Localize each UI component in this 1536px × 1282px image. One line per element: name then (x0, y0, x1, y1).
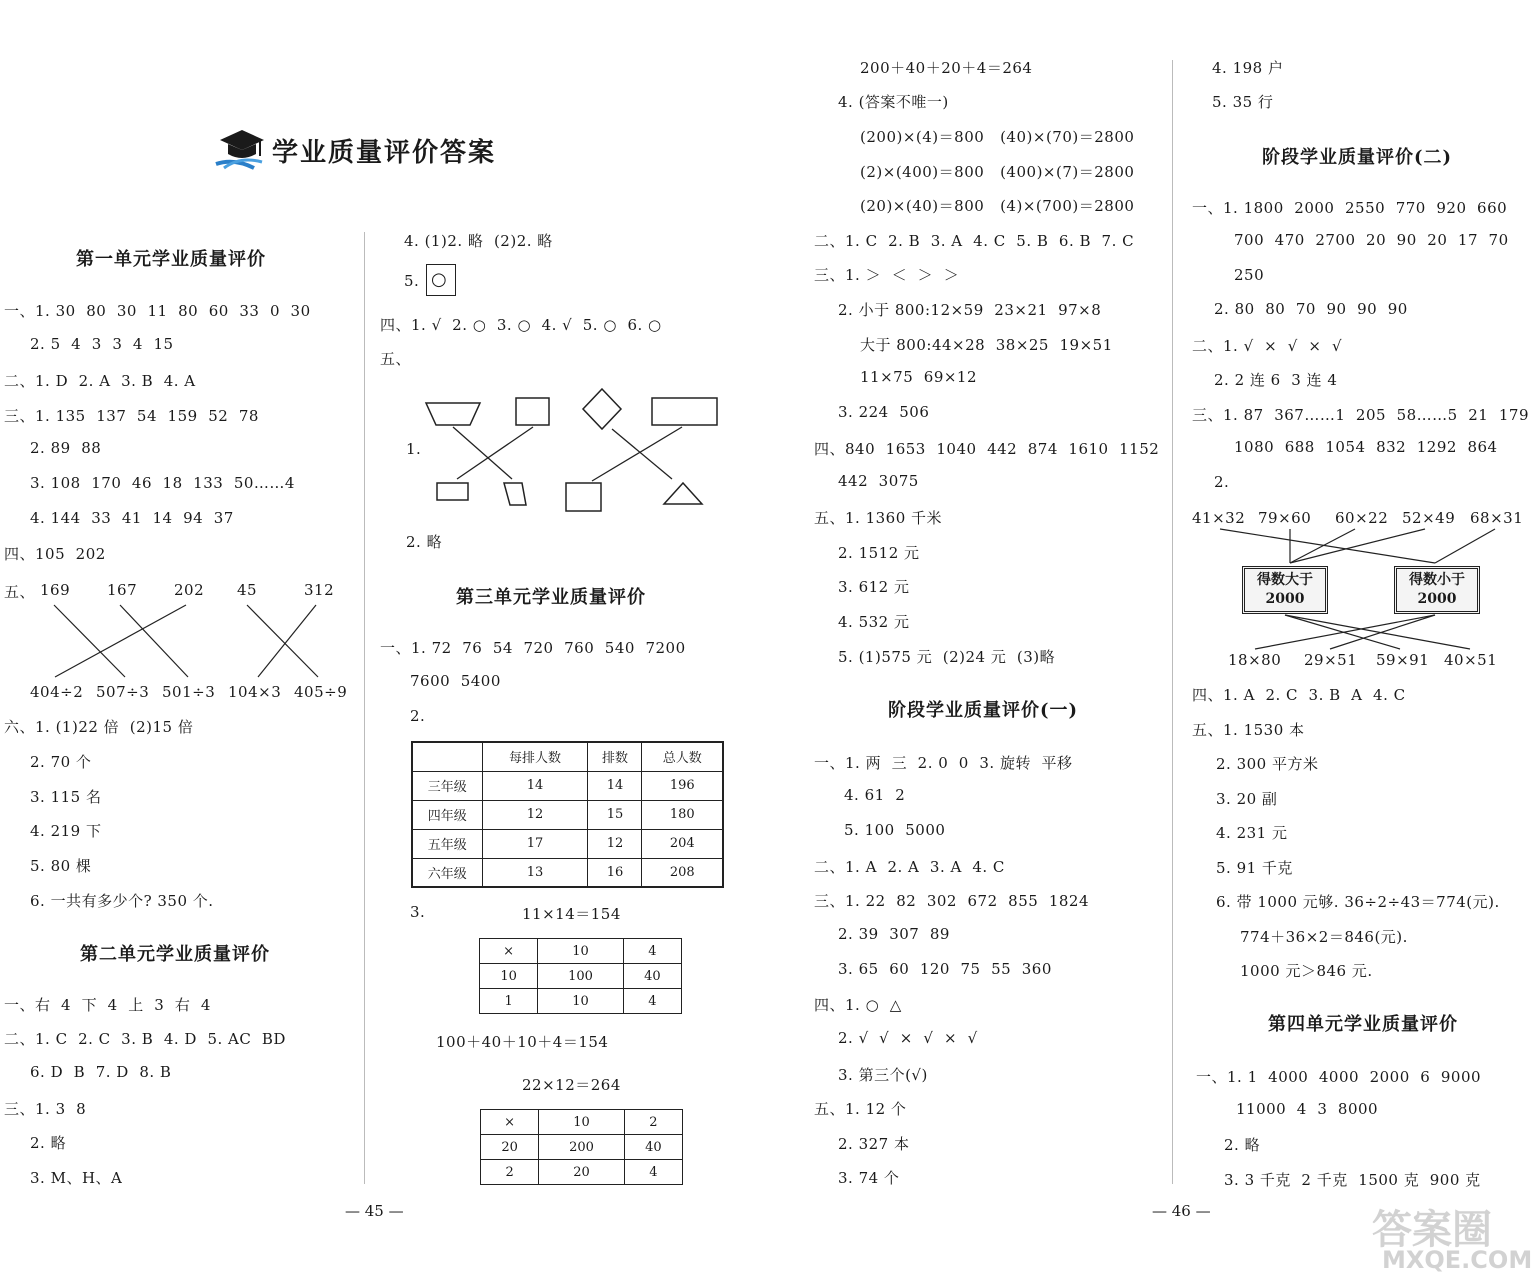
column-1 (0, 0, 360, 1282)
table-cell: 13 (482, 858, 588, 887)
answer-line: 四、1. A 2. C 3. B A 4. C (1192, 686, 1406, 704)
table-row (481, 1135, 683, 1160)
table-cell: 4 (624, 1160, 682, 1185)
answer-line: 3. 224 506 (838, 403, 930, 421)
answer-line: 2. 略 (1224, 1136, 1261, 1154)
answer-line: (200)×(4)＝800 (40)×(70)＝2800 (860, 128, 1135, 146)
answer-line: 五、1. 12 个 (814, 1100, 907, 1118)
answer-line: 3. 第三个(√) (838, 1066, 928, 1084)
match-top-item: 41×32 (1192, 509, 1246, 527)
answer-line: 7600 5400 (410, 672, 501, 690)
multiplication-grid (480, 1109, 683, 1185)
answer-line: 一、1. 两 三 2. 0 0 3. 旋转 平移 (814, 754, 1073, 772)
table-cell: 12 (482, 800, 588, 829)
match-top-item: 167 (107, 581, 138, 599)
watermark-url: MXQE.COM (1382, 1246, 1533, 1274)
table-cell: 17 (482, 829, 588, 858)
table-cell: 15 (588, 800, 642, 829)
answer-line: 700 470 2700 20 90 20 17 70 (1234, 231, 1509, 249)
section-heading: 阶段学业质量评价(一) (888, 700, 1079, 721)
answer-line: 3. M、H、A (30, 1169, 123, 1187)
answer-line: 四、105 202 (4, 545, 106, 563)
answer-line: 二、1. √ × √ × √ (1192, 337, 1343, 355)
box-less-than-2000: 得数小于 2000 (1394, 566, 1480, 614)
table-cell: 40 (624, 1135, 682, 1160)
answer-line: 四、1. ○ △ (814, 996, 902, 1014)
table-cell: 2 (481, 1160, 539, 1185)
answer-line: 一、1. 30 80 30 11 80 60 33 0 30 (4, 302, 311, 320)
answer-line: 3. 108 170 46 18 133 50……4 (30, 474, 295, 492)
table-header-cell: 每排人数 (482, 742, 588, 771)
answer-line: 2. (410, 707, 426, 725)
match-bottom-item: 405÷9 (294, 683, 348, 701)
table-cell: 20 (481, 1135, 539, 1160)
table-cell: 196 (642, 771, 723, 800)
answer-line: 200＋40＋20＋4＝264 (860, 59, 1033, 77)
answer-line: 2. 300 平方米 (1216, 755, 1319, 773)
table-cell: 20 (539, 1160, 625, 1185)
answer-line: 4. 61 2 (844, 786, 906, 804)
answer-line: 三、1. 22 82 302 672 855 1824 (814, 892, 1089, 910)
match-bottom-item: 18×80 (1228, 651, 1282, 669)
answer-line: 3. 74 个 (838, 1169, 900, 1187)
table-row (412, 858, 723, 887)
matching-lines (1180, 525, 1536, 665)
answer-line: 2. 1512 元 (838, 544, 920, 562)
column-3 (800, 0, 1170, 1282)
equation: 100＋40＋10＋4＝154 (436, 1033, 609, 1051)
section-heading: 第一单元学业质量评价 (76, 249, 266, 270)
answer-line: 五、 (4, 583, 36, 601)
answer-line: 6. 一共有多少个? 350 个. (30, 892, 214, 910)
table-cell: 1 (480, 989, 538, 1014)
answer-line: 三、1. ＞ ＜ ＞ ＞ (814, 266, 960, 284)
table-cell: 六年级 (412, 858, 482, 887)
answer-line: 一、右 4 下 4 上 3 右 4 (4, 996, 211, 1014)
answer-line: 3. 20 副 (1216, 790, 1278, 808)
answer-line: 2. 327 本 (838, 1135, 910, 1153)
table-cell: 2 (624, 1110, 682, 1135)
answer-line: 5. 80 棵 (30, 857, 92, 875)
answer-line: 一、1. 72 76 54 720 760 540 7200 (380, 639, 686, 657)
table-row (412, 829, 723, 858)
column-divider (1172, 60, 1173, 1184)
table-cell: 10 (539, 1110, 625, 1135)
answer-line: 4. 532 元 (838, 613, 910, 631)
answer-line: 3. (410, 903, 426, 921)
answer-line: 4. 198 户 (1212, 59, 1284, 77)
answer-line: 5. 91 千克 (1216, 859, 1293, 877)
circle-answer-box (426, 264, 456, 296)
equation: 22×12＝264 (522, 1076, 621, 1094)
match-bottom-item: 404÷2 (30, 683, 84, 701)
table-cell: 14 (588, 771, 642, 800)
match-top-item: 52×49 (1402, 509, 1456, 527)
column-4 (1180, 0, 1536, 1282)
match-top-item: 312 (304, 581, 335, 599)
answer-line: 4. (1)2. 略 (2)2. 略 (404, 232, 553, 250)
answer-line: 二、1. C 2. B 3. A 4. C 5. B 6. B 7. C (814, 232, 1135, 250)
table-row (412, 742, 723, 771)
table-cell: 10 (480, 964, 538, 989)
watermark-logo: 答案圈 (1372, 1207, 1492, 1253)
box-greater-than-2000: 得数大于 2000 (1242, 566, 1328, 614)
answer-line: 442 3075 (838, 472, 919, 490)
table-cell: 4 (623, 939, 681, 964)
matching-lines (0, 597, 360, 687)
answer-line: 6. D B 7. D 8. B (30, 1063, 172, 1081)
answer-line: 2. 小于 800:12×59 23×21 97×8 (838, 301, 1102, 319)
column-divider (364, 232, 365, 1184)
match-top-item: 169 (40, 581, 71, 599)
answer-line: 三、1. 135 137 54 159 52 78 (4, 407, 259, 425)
table-row (480, 989, 682, 1014)
table-cell: × (480, 939, 538, 964)
table-cell: 12 (588, 829, 642, 858)
match-bottom-item: 29×51 (1304, 651, 1358, 669)
answer-line: 大于 800:44×28 38×25 19×51 (860, 336, 1113, 354)
table-cell: 100 (538, 964, 624, 989)
answer-line: 3. 115 名 (30, 788, 102, 806)
answer-line: 5. 35 行 (1212, 93, 1274, 111)
answer-line: 五、1. 1530 本 (1192, 721, 1305, 739)
answer-line: 5. (1)575 元 (2)24 元 (3)略 (838, 648, 1056, 666)
answer-line: 11×75 69×12 (860, 368, 978, 386)
answer-line: 五、1. 1360 千米 (814, 509, 943, 527)
page-number-left: — 45 — (345, 1202, 404, 1220)
table-cell: × (481, 1110, 539, 1135)
table-cell: 三年级 (412, 771, 482, 800)
answer-line: 2. (1214, 473, 1230, 491)
table-cell: 204 (642, 829, 723, 858)
answer-line: (20)×(40)＝800 (4)×(700)＝2800 (860, 197, 1135, 215)
multiplication-grid (479, 938, 682, 1014)
answer-line: 二、1. D 2. A 3. B 4. A (4, 372, 196, 390)
class-table (411, 741, 724, 888)
answer-line: 5. 100 5000 (844, 821, 946, 839)
page-title: 学业质量评价答案 (272, 138, 497, 168)
table-row (480, 964, 682, 989)
answer-line: 三、1. 87 367……1 205 58……5 21 179 (1192, 406, 1529, 424)
match-bottom-item: 59×91 (1376, 651, 1430, 669)
answer-line: 二、1. A 2. A 3. A 4. C (814, 858, 1005, 876)
answer-line: 3. 612 元 (838, 578, 910, 596)
section-heading: 阶段学业质量评价(二) (1262, 147, 1453, 168)
answer-line: 1000 元＞846 元. (1240, 962, 1373, 980)
answer-line: 4. 231 元 (1216, 824, 1288, 842)
table-row (480, 939, 682, 964)
table-cell: 208 (642, 858, 723, 887)
answer-line: 三、1. 3 8 (4, 1100, 87, 1118)
answer-line: 2. 2 连 6 3 连 4 (1214, 371, 1338, 389)
table-cell: 40 (623, 964, 681, 989)
answer-line: 2. 5 4 3 3 4 15 (30, 335, 174, 353)
answer-line: 一、1. 1800 2000 2550 770 920 660 (1192, 199, 1508, 217)
answer-line: 2. 略 (406, 533, 443, 551)
answer-line: 4. 219 下 (30, 822, 102, 840)
answer-line: 2. 略 (30, 1134, 67, 1152)
answer-line: 6. 带 1000 元够. 36÷2÷43＝774(元). (1216, 893, 1500, 911)
answer-line: 2. √ √ × √ × √ (838, 1029, 978, 1047)
answer-line: 1. (406, 440, 422, 458)
answer-line: 1080 688 1054 832 1292 864 (1234, 438, 1498, 456)
table-cell: 10 (538, 989, 624, 1014)
table-cell: 五年级 (412, 829, 482, 858)
table-row (412, 800, 723, 829)
answer-line: 二、1. C 2. C 3. B 4. D 5. AC BD (4, 1030, 286, 1048)
section-heading: 第二单元学业质量评价 (80, 944, 270, 965)
equation: 11×14＝154 (522, 905, 621, 923)
section-heading: 第三单元学业质量评价 (456, 587, 646, 608)
table-cell: 180 (642, 800, 723, 829)
table-cell: 四年级 (412, 800, 482, 829)
match-top-item: 60×22 (1335, 509, 1389, 527)
answer-line: 4. (答案不唯一) (838, 93, 949, 111)
circle-symbol: ○ (431, 269, 447, 290)
match-bottom-item: 40×51 (1444, 651, 1498, 669)
answer-line: 3. 65 60 120 75 55 360 (838, 960, 1052, 978)
table-cell: 4 (623, 989, 681, 1014)
table-header-cell: 总人数 (642, 742, 723, 771)
answer-line: 3. 3 千克 2 千克 1500 克 900 克 (1224, 1171, 1481, 1189)
match-bottom-item: 507÷3 (96, 683, 150, 701)
match-top-item: 202 (174, 581, 205, 599)
table-cell: 200 (539, 1135, 625, 1160)
answer-line: 五、 (380, 350, 412, 368)
answer-line: 11000 4 3 8000 (1236, 1100, 1379, 1118)
answer-line: 5. (404, 272, 420, 290)
section-heading: 第四单元学业质量评价 (1268, 1014, 1458, 1035)
table-header-cell (412, 742, 482, 771)
match-top-item: 45 (237, 581, 258, 599)
table-header-cell: 排数 (588, 742, 642, 771)
table-cell: 16 (588, 858, 642, 887)
answer-line: 2. 39 307 89 (838, 925, 950, 943)
answer-line: 六、1. (1)22 倍 (2)15 倍 (4, 718, 194, 736)
answer-line: 四、1. √ 2. ○ 3. ○ 4. √ 5. ○ 6. ○ (380, 316, 662, 334)
match-top-item: 68×31 (1470, 509, 1524, 527)
table-cell: 14 (482, 771, 588, 800)
page-number-right: — 46 — (1152, 1202, 1211, 1220)
column-2 (370, 0, 770, 1282)
match-top-item: 79×60 (1258, 509, 1312, 527)
table-cell: 10 (538, 939, 624, 964)
answer-line: 一、1. 1 4000 4000 2000 6 9000 (1196, 1068, 1482, 1086)
shape-matching-diagram (420, 385, 750, 515)
answer-line: 2. 89 88 (30, 439, 102, 457)
answer-line: 四、840 1653 1040 442 874 1610 1152 (814, 440, 1160, 458)
answer-line: (2)×(400)＝800 (400)×(7)＝2800 (860, 163, 1135, 181)
table-row (481, 1160, 683, 1185)
table-row (481, 1110, 683, 1135)
match-bottom-item: 501÷3 (162, 683, 216, 701)
answer-line: 2. 80 80 70 90 90 90 (1214, 300, 1408, 318)
answer-line: 250 (1234, 266, 1265, 284)
match-bottom-item: 104×3 (228, 683, 282, 701)
answer-line: 774＋36×2＝846(元). (1240, 928, 1408, 946)
answer-line: 4. 144 33 41 14 94 37 (30, 509, 234, 527)
answer-line: 2. 70 个 (30, 753, 92, 771)
table-row (412, 771, 723, 800)
